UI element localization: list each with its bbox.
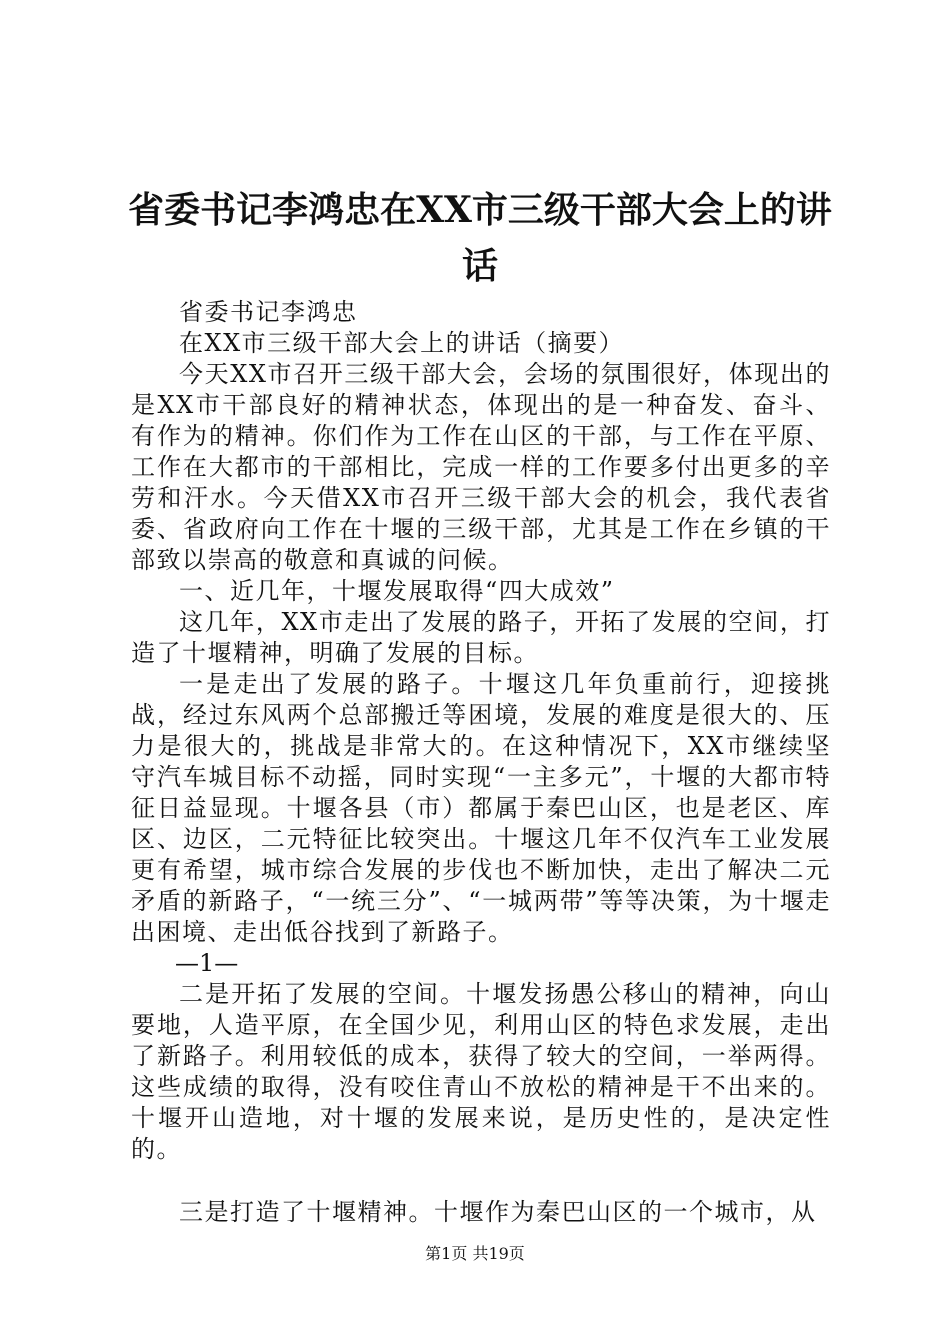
paragraph: 这几年，XX市走出了发展的路子，开拓了发展的空间，打造了十堰精神，明确了发展的目标。 <box>131 608 831 667</box>
subtitle-line: 在XX市三级干部大会上的讲话（摘要） <box>179 329 625 357</box>
paragraph: 一是走出了发展的路子。十堰这几年负重前行，迎接挑战，经过东风两个总部搬迁等困境，发展的难度是很大的、压力是很大的，挑战是非常大的。在这种情况下，XX市继续坚守汽车城目标不动摇，同时实现“一主多元”，十堰的大都市特征日益显现。十堰各县（市）都属于秦巴山区，也是老区、库区、边区，二元特征比较突出。十堰这几年不仅汽车工业发展更有希望，城市综合发展的步伐也不断加快，走出了解决二元矛盾的新路子，“一统三分”、“一城两带”等等决策，为十堰走出困境、走出低谷找到了新路子。 <box>131 670 831 946</box>
paragraph-gap <box>131 1165 831 1197</box>
paragraph: 今天XX市召开三级干部大会，会场的氛围很好，体现出的是XX市干部良好的精神状态，体现出的是一种奋发、奋斗、有作为的精神。你们作为工作在山区的干部，与工作在平原、工作在大都市的干部相比，完成一样的工作要多付出更多的辛劳和汗水。今天借XX市召开三级干部大会的机会，我代表省委、省政府向工作在十堰的三级干部，尤其是工作在乡镇的干部致以崇高的敬意和真诚的问候。 <box>131 360 831 574</box>
section-heading: 一、近几年，十堰发展取得“四大成效” <box>179 577 615 605</box>
document-body <box>131 297 831 1228</box>
document-title: 省委书记李鸿忠在XX市三级干部大会上的讲话 <box>128 189 832 287</box>
page-footer: 第1页 共19页 <box>425 1244 525 1263</box>
page-marker: —1— <box>175 949 239 977</box>
author-line: 省委书记李鸿忠 <box>179 298 358 326</box>
paragraph: 二是开拓了发展的空间。十堰发扬愚公移山的精神，向山要地，人造平原，在全国少见，利用山区的特色求发展，走出了新路子。利用较低的成本，获得了较大的空间，一举两得。这些成绩的取得，没有咬住青山不放松的精神是干不出来的。十堰开山造地，对十堰的发展来说，是历史性的，是决定性的。 <box>131 980 831 1163</box>
paragraph: 三是打造了十堰精神。十堰作为秦巴山区的一个城市，从 <box>179 1198 817 1226</box>
